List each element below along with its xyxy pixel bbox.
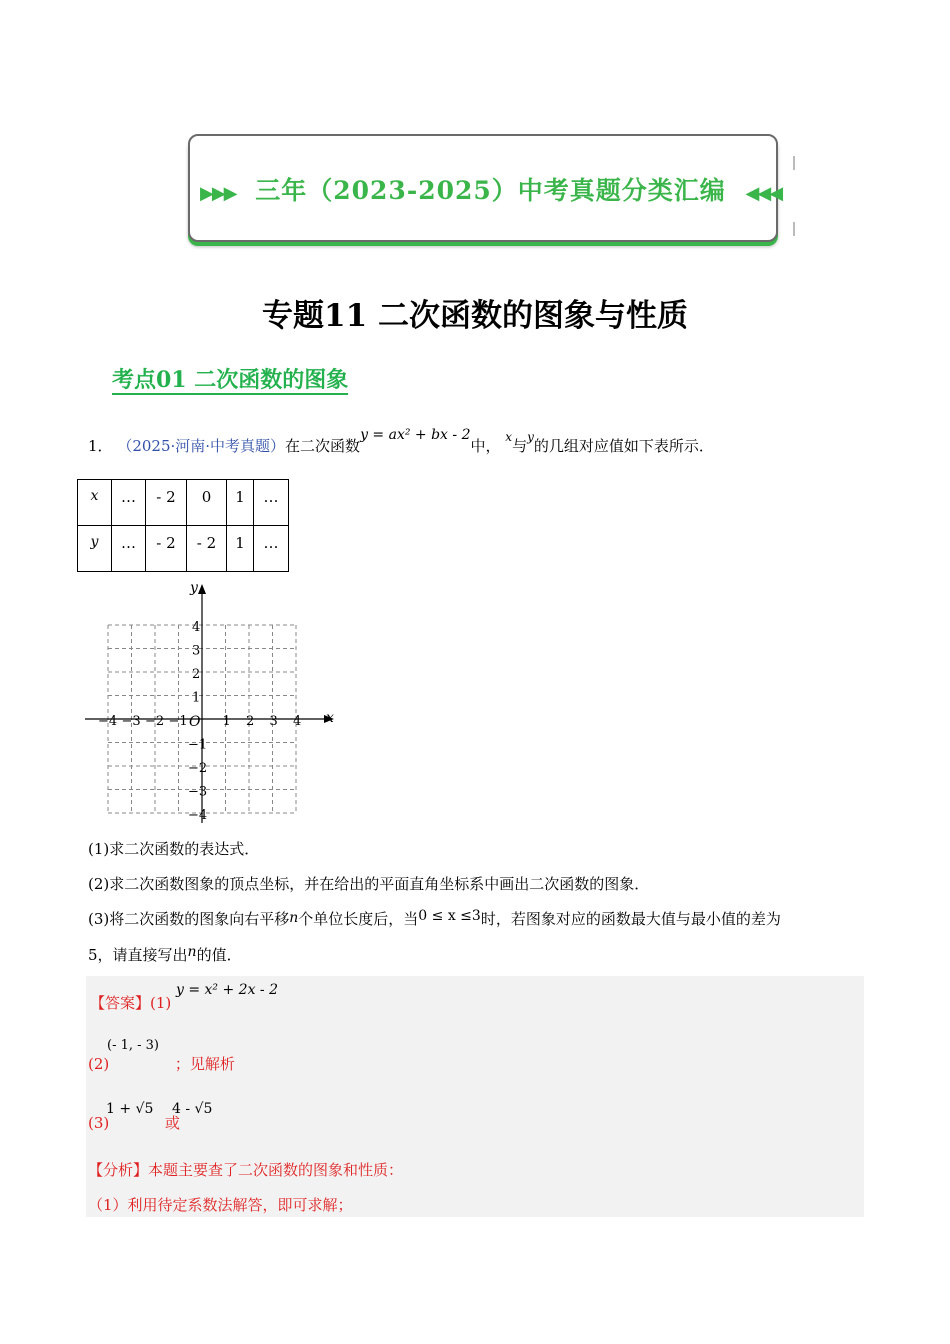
question-line <box>88 427 714 457</box>
analysis-line <box>88 1160 403 1180</box>
var-y: y <box>527 430 534 444</box>
question-number: 1． <box>88 437 113 455</box>
table-cell: … <box>254 526 289 572</box>
y-tick-label: −4 <box>188 808 208 823</box>
answer-3-value-1: 1 + √5 <box>106 1101 154 1117</box>
answer-2-vertex: (- 1, - 3) <box>107 1038 159 1053</box>
table-cell: … <box>254 480 289 526</box>
corner-mark <box>793 222 795 236</box>
x-tick-label: 2 <box>246 714 255 729</box>
question-text: 的几组对应值如下表所示． <box>533 437 714 455</box>
part-1: (1)求二次函数的表达式． <box>88 840 260 858</box>
answer-3-prefix: (3) <box>88 1114 110 1132</box>
var-x: x <box>505 430 513 444</box>
answer-1-formula: y = x² + 2x - 2 <box>176 982 279 998</box>
left-arrows-icon: ▶▶▶ <box>200 183 236 204</box>
answer-2-line <box>88 1054 235 1074</box>
table-cell: … <box>112 480 146 526</box>
answer-1-line <box>90 993 171 1013</box>
question-text: 与 <box>512 437 528 455</box>
part-3-text: (3)将二次函数的图象向右平移 <box>88 910 290 928</box>
y-tick-label: 2 <box>192 667 201 682</box>
x-tick-label: −3 <box>121 714 141 729</box>
table-cell: - 2 <box>146 526 187 572</box>
section-heading: 考点01 二次函数的图象 <box>112 367 349 393</box>
document-title: 专题11 二次函数的图象与性质 <box>262 298 688 334</box>
table-cell: … <box>112 526 146 572</box>
corner-mark <box>793 156 795 170</box>
answer-3-value-2: 4 - √5 <box>172 1101 213 1117</box>
table-row <box>78 526 289 572</box>
y-tick-label: 1 <box>192 690 201 706</box>
answer-label: 【答案】 <box>90 994 151 1012</box>
analysis-label: 【分析】 <box>88 1161 149 1179</box>
coordinate-grid <box>80 578 340 826</box>
question-text: 在二次函数 <box>285 437 361 455</box>
range-inequality: 0 ≤ x ≤3 <box>418 908 481 924</box>
y-tick-label: −1 <box>188 737 208 753</box>
table-cell: y <box>78 526 112 572</box>
origin-label: O <box>189 714 201 730</box>
x-tick-label: −4 <box>98 714 118 729</box>
table-cell: 0 <box>187 480 227 526</box>
answer-2-suffix: ；见解析 <box>174 1055 235 1073</box>
part-3-text: 的值． <box>196 946 242 964</box>
y-tick-label: 4 <box>192 620 201 635</box>
table-cell: - 2 <box>146 480 187 526</box>
part-3-text: 时，若图象对应的函数最大值与最小值的差为 <box>480 910 781 928</box>
y-axis-arrow-icon <box>198 584 206 594</box>
value-table <box>77 479 289 572</box>
part-2: (2)求二次函数图象的顶点坐标，并在给出的平面直角坐标系中画出二次函数的图象． <box>88 875 650 893</box>
banner-title: 三年（2023-2025）中考真题分类汇编 <box>255 176 726 205</box>
var-n: n <box>187 944 197 960</box>
table-row <box>78 480 289 526</box>
y-tick-label: 3 <box>192 643 201 659</box>
answer-1-prefix: (1) <box>150 994 172 1012</box>
part-3-text: 个单位长度后，当 <box>298 910 419 928</box>
x-tick-label: −1 <box>168 714 188 729</box>
x-tick-label: 1 <box>222 714 231 729</box>
table-cell: 1 <box>227 480 254 526</box>
x-tick-label: 3 <box>269 714 278 729</box>
quadratic-formula: y = ax² + bx - 2 <box>360 427 471 443</box>
right-arrows-icon: ◀◀◀ <box>745 183 782 204</box>
x-tick-label: −2 <box>145 714 165 729</box>
part-3-text: 5，请直接写出 <box>88 946 188 964</box>
part-3-line <box>88 909 781 930</box>
question-source: （2025·河南·中考真题） <box>117 437 286 455</box>
question-text: 中， <box>470 437 501 455</box>
y-tick-label: −2 <box>188 761 208 776</box>
y-axis-label: y <box>190 580 198 596</box>
table-cell: 1 <box>227 526 254 572</box>
table-cell: - 2 <box>187 526 227 572</box>
part-3-line-2 <box>88 945 242 966</box>
analysis-text: 本题主要查了二次函数的图象和性质： <box>148 1161 404 1179</box>
answer-2-prefix: (2) <box>88 1055 110 1073</box>
table-cell: x <box>78 480 112 526</box>
var-n: n <box>289 910 299 926</box>
x-axis-label: x <box>326 710 334 726</box>
answer-3-or: 或 <box>164 1114 180 1132</box>
banner-title-row <box>200 171 782 207</box>
x-tick-label: 4 <box>293 714 302 729</box>
analysis-item-1: （1）利用待定系数法解答，即可求解； <box>88 1196 353 1214</box>
y-tick-label: −3 <box>188 784 208 800</box>
answer-box <box>86 976 864 1217</box>
